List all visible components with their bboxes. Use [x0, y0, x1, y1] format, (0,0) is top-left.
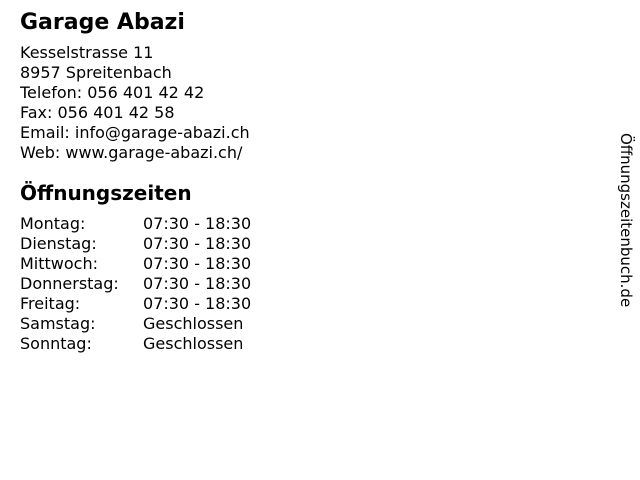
hours-day-label: Montag: — [20, 214, 86, 233]
hours-time-value: 07:30 - 18:30 — [143, 294, 252, 313]
hours-day-label: Mittwoch: — [20, 254, 98, 273]
hours-row-friday — [20, 294, 251, 314]
hours-row-monday — [20, 214, 251, 234]
business-name-title: Garage Abazi — [20, 10, 185, 35]
hours-day-label: Samstag: — [20, 314, 96, 333]
hours-time-value: 07:30 - 18:30 — [143, 234, 252, 253]
watermark-brand-text: Öffnungszeitenbuch.de — [617, 133, 635, 308]
contact-line-fax: Fax: 056 401 42 58 — [20, 103, 175, 122]
hours-time-value: 07:30 - 18:30 — [143, 254, 252, 273]
hours-day-label: Donnerstag: — [20, 274, 119, 293]
contact-line-web: Web: www.garage-abazi.ch/ — [20, 143, 243, 162]
hours-row-tuesday — [20, 234, 251, 254]
contact-line-street: Kesselstrasse 11 — [20, 43, 154, 62]
hours-time-value: 07:30 - 18:30 — [143, 214, 252, 233]
hours-time-value: Geschlossen — [143, 314, 244, 333]
hours-time-value: 07:30 - 18:30 — [143, 274, 252, 293]
hours-day-label: Freitag: — [20, 294, 81, 313]
contact-info — [20, 43, 251, 163]
hours-row-wednesday — [20, 254, 251, 274]
hours-row-thursday — [20, 274, 251, 294]
hours-time-value: Geschlossen — [143, 334, 244, 353]
contact-line-city: 8957 Spreitenbach — [20, 63, 172, 82]
contact-line-phone: Telefon: 056 401 42 42 — [20, 83, 205, 102]
opening-hours-heading: Öffnungszeiten — [20, 181, 192, 205]
hours-row-sunday — [20, 334, 251, 354]
contact-line-email: Email: info@garage-abazi.ch — [20, 123, 250, 142]
hours-day-label: Sonntag: — [20, 334, 92, 353]
hours-day-label: Dienstag: — [20, 234, 97, 253]
hours-row-saturday — [20, 314, 251, 334]
opening-hours-table — [20, 214, 251, 354]
business-info-block — [20, 9, 251, 354]
